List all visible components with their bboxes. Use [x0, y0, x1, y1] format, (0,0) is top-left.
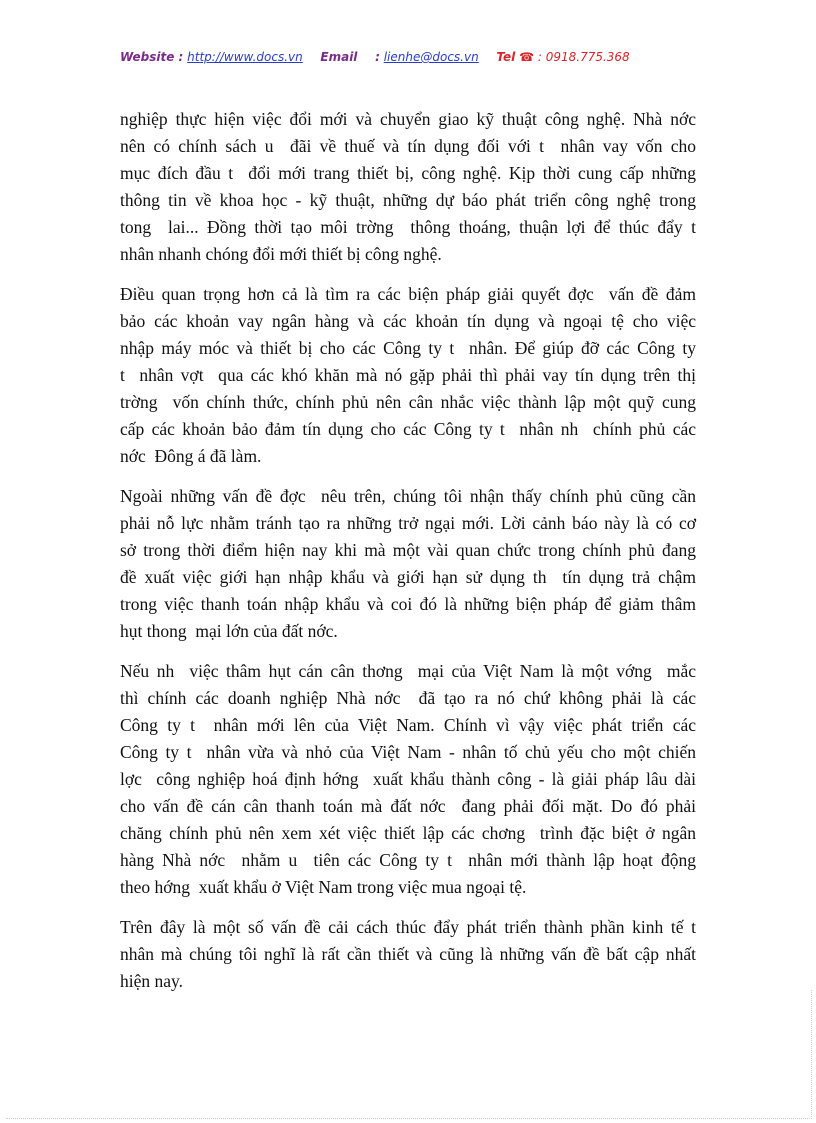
paragraph-line: nên có chính sách u đãi về thuế và tín dụng đối với t nhân vay vốn cho	[120, 136, 696, 156]
paragraph-1	[120, 106, 696, 268]
page-bottom-border	[6, 1118, 810, 1119]
paragraph-line: nhân mà chúng tôi nghĩ là rất cần thiết và cũng là những vấn đề bất cập nhất	[120, 944, 696, 964]
paragraph-line: nớc Đông á đã làm.	[120, 446, 262, 466]
paragraph-line: cấp các khoản bảo đảm tín dụng cho các Công ty t nhân nh chính phủ các	[120, 419, 696, 439]
tel-label: Tel	[496, 50, 516, 64]
paragraph-line: tong lai... Đồng thời tạo môi trờng thông thoáng, thuận lợi để thúc đẩy t	[120, 217, 696, 237]
paragraph-5	[120, 914, 696, 995]
website-label: Website :	[120, 50, 184, 64]
email-separator: :	[375, 50, 380, 64]
paragraph-line: theo hớng xuất khẩu ở Việt Nam trong việc mua ngoại tệ.	[120, 877, 527, 897]
paragraph-line: Ngoài những vấn đề đợc nêu trên, chúng tôi nhận thấy chính phủ cũng cần	[120, 486, 696, 506]
paragraph-line: Trên đây là một số vấn đề cải cách thúc đẩy phát triển thành phần kinh tế t	[120, 917, 696, 937]
paragraph-line: trờng vốn chính thức, chính phủ nên cân nhắc việc thành lập một quỹ cung	[120, 392, 696, 412]
paragraph-line: Nếu nh việc thâm hụt cán cân thơng mại của Việt Nam là một vớng mắc	[120, 661, 696, 681]
paragraph-line: t nhân vợt qua các khó khăn mà nó gặp phải thì phải vay tín dụng trên thị	[120, 365, 696, 385]
page-right-border	[811, 990, 812, 1119]
paragraph-line: hàng Nhà nớc nhằm u tiên các Công ty t nhân mới thành lập hoạt động	[120, 850, 696, 870]
paragraph-3	[120, 483, 696, 645]
paragraph-line: Điều quan trọng hơn cả là tìm ra các biện pháp giải quyết đợc vấn đề đảm	[120, 284, 696, 304]
email-label: Email	[320, 50, 358, 64]
tel-value: : 0918.775.368	[537, 50, 630, 64]
paragraph-line: chăng chính phủ nên xem xét việc thiết lập các chơng trình đặc biệt ở ngân	[120, 823, 696, 843]
phone-icon: ☎	[519, 50, 535, 64]
paragraph-line: nhân nhanh chóng đổi mới thiết bị công nghệ.	[120, 244, 442, 264]
paragraph-line: Công ty t nhân vừa và nhỏ của Việt Nam - nhân tố chủ yếu cho một chiến	[120, 742, 696, 762]
paragraph-line: hụt thong mại lớn của đất nớc.	[120, 621, 338, 641]
paragraph-2	[120, 281, 696, 470]
paragraph-line: lợc công nghiệp hoá định hớng xuất khẩu thành công - là giải pháp lâu dài	[120, 769, 696, 789]
paragraph-line: hiện nay.	[120, 971, 184, 991]
paragraph-line: phải nỗ lực nhằm tránh tạo ra những trở ngại mới. Lời cảnh báo này là có cơ	[120, 513, 696, 533]
paragraph-line: bảo các khoản vay ngân hàng và các khoản tín dụng và ngoại tệ cho việc	[120, 311, 696, 331]
email-link[interactable]: lienhe@docs.vn	[383, 50, 479, 64]
paragraph-line: thì chính các doanh nghiệp Nhà nớc đã tạo ra nó chứ không phải là các	[120, 688, 696, 708]
paragraph-line: trong việc thanh toán nhập khẩu và coi đó là những biện pháp để giảm thâm	[120, 594, 696, 614]
paragraph-line: nghiệp thực hiện việc đổi mới và chuyển giao kỹ thuật công nghệ. Nhà nớc	[120, 109, 696, 129]
paragraph-line: cho vấn đề cán cân thanh toán mà đất nớc đang phải đối mặt. Do đó phải	[120, 796, 696, 816]
paragraph-line: nhập máy móc và thiết bị cho các Công ty t nhân. Để giúp đỡ các Công ty	[120, 338, 696, 358]
paragraph-line: thông tin về khoa học - kỹ thuật, những dự báo phát triển công nghệ trong	[120, 190, 696, 210]
page-header	[120, 50, 630, 64]
website-link[interactable]: http://www.docs.vn	[187, 50, 303, 64]
paragraph-line: Công ty t nhân mới lên của Việt Nam. Chính vì vậy việc phát triển các	[120, 715, 696, 735]
document-body	[120, 106, 696, 1008]
paragraph-line: mục đích đầu t đổi mới trang thiết bị, công nghệ. Kịp thời cung cấp những	[120, 163, 696, 183]
paragraph-line: đề xuất việc giới hạn nhập khẩu và giới hạn sử dụng th tín dụng trả chậm	[120, 567, 696, 587]
paragraph-line: sở trong thời điểm hiện nay khi mà một vài quan chức trong chính phủ đang	[120, 540, 696, 560]
paragraph-4	[120, 658, 696, 901]
